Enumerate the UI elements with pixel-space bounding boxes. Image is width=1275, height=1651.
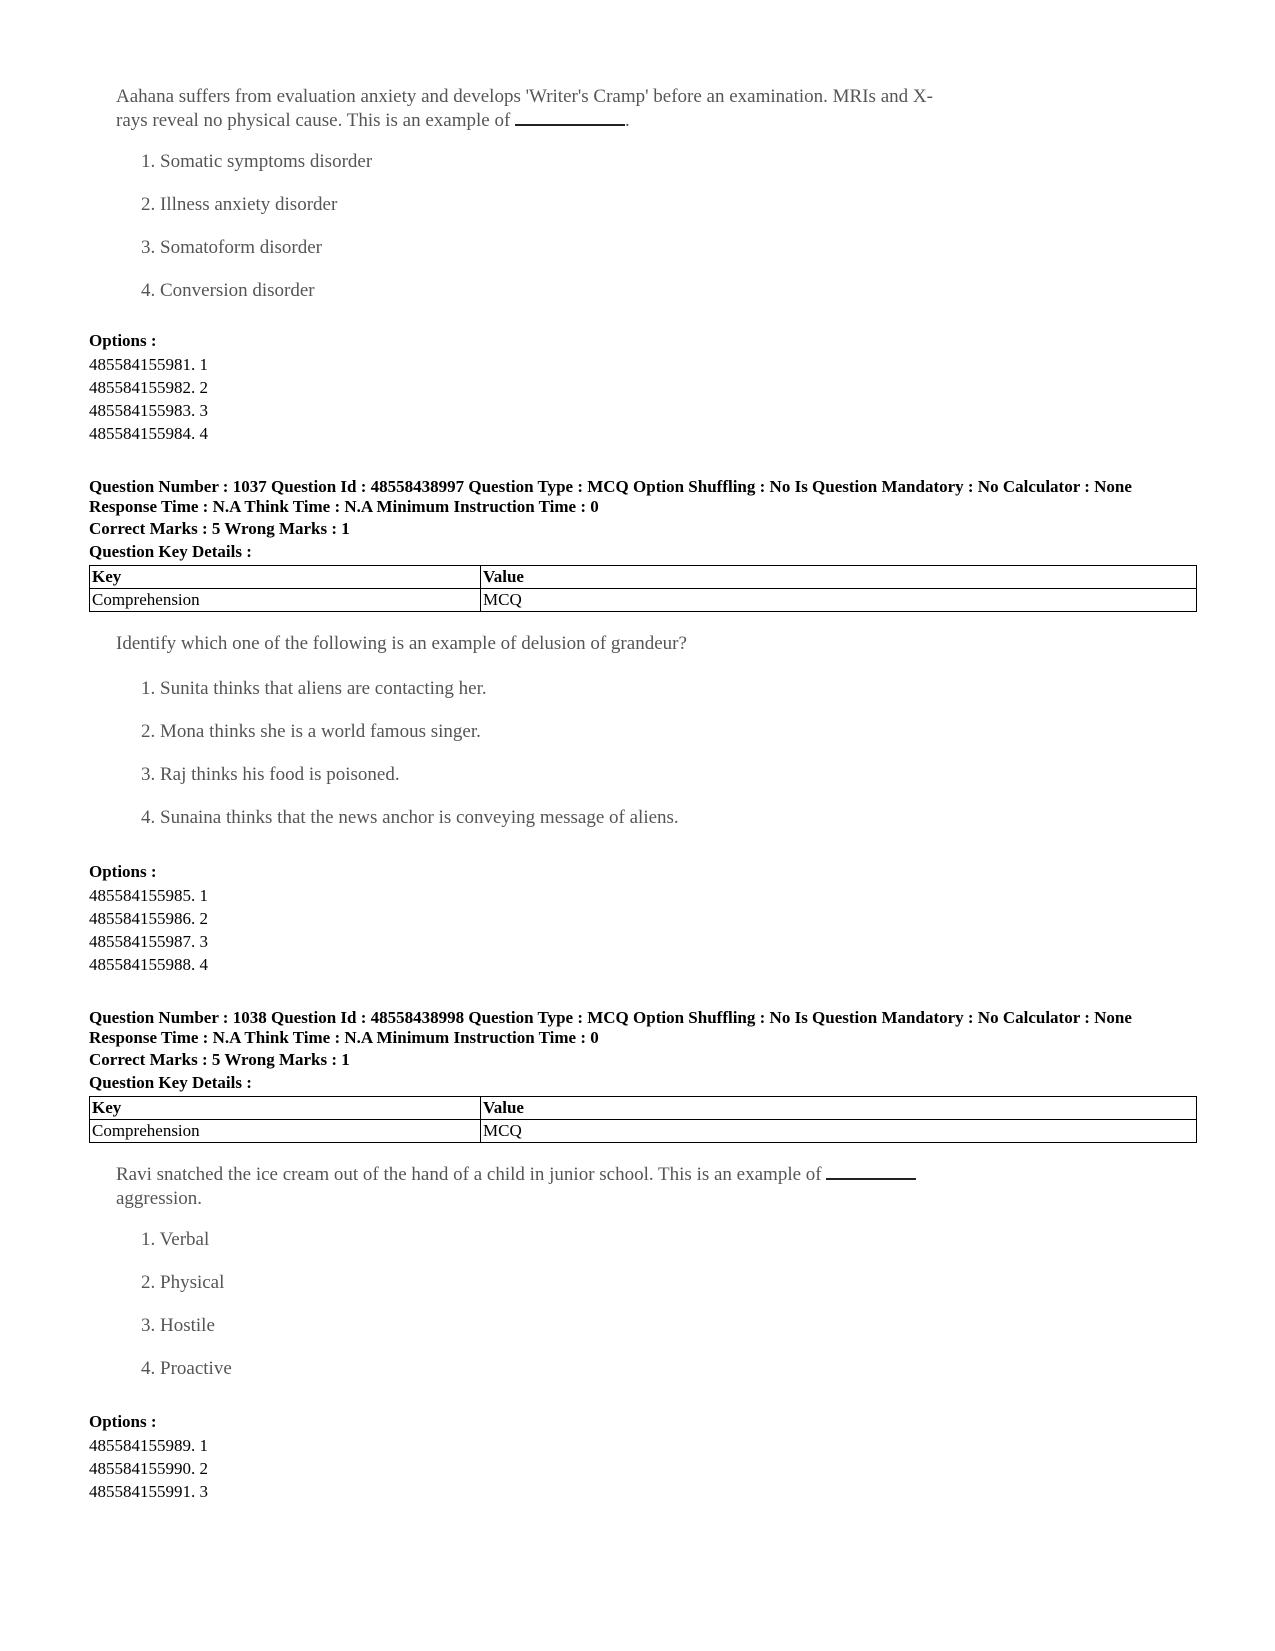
table-header-cell: Key (90, 1097, 481, 1120)
choice-item: 3. Hostile (141, 1315, 215, 1336)
option-id: 485584155987. 3 (89, 932, 208, 951)
question-meta: Question Number : 1038 Question Id : 48558438998 Question Type : MCQ Option Shuffling : No Is Question Mandatory : No Calculator : None Response Time : N.A Think Time : N.A Minimum Instruction Time : 0 (89, 1008, 1132, 1047)
table-header-cell: Value (481, 1097, 1197, 1120)
choice-item: 4. Proactive (141, 1358, 232, 1379)
choice-item: 3. Somatoform disorder (141, 237, 323, 258)
choice-item: 4. Sunaina thinks that the news anchor is conveying message of aliens. (141, 807, 679, 828)
question-meta: Question Number : 1037 Question Id : 48558438997 Question Type : MCQ Option Shuffling : No Is Question Mandatory : No Calculator : None Response Time : N.A Think Time : N.A Minimum Instruction Time : 0 (89, 477, 1132, 516)
stem-line: Ravi snatched the ice cream out of the hand of a child in junior school. This is an example of (116, 1164, 822, 1185)
question-stem: Aahana suffers from evaluation anxiety and develops 'Writer's Cramp' before an examination. MRIs and X- rays reveal no physical cause. This is an example of . (116, 86, 933, 131)
table-header-cell: Key (90, 566, 481, 589)
table-row (90, 589, 1197, 612)
option-id: 485584155981. 1 (89, 355, 208, 374)
choice-item: 1. Verbal (141, 1229, 210, 1250)
marks-label: Correct Marks : 5 Wrong Marks : 1 (89, 1050, 350, 1069)
table-row (90, 1120, 1197, 1143)
question-stem (116, 1163, 996, 1211)
table-cell: MCQ (481, 1120, 1197, 1143)
choice-item: 2. Illness anxiety disorder (141, 194, 338, 215)
option-id: 485584155989. 1 (89, 1436, 208, 1455)
stem-line: aggression. (116, 1188, 203, 1209)
stem-line: Aahana suffers from evaluation anxiety and develops 'Writer's Cramp' before an examination. MRIs and X- (116, 86, 933, 107)
key-details-label: Question Key Details : (89, 1073, 252, 1092)
options-label: Options : (89, 1412, 157, 1431)
option-id: 485584155991. 3 (89, 1482, 208, 1501)
table-cell: Comprehension (90, 589, 481, 612)
table-header-row (90, 566, 1197, 589)
choice-item: 1. Somatic symptoms disorder (141, 151, 373, 172)
stem-line: rays reveal no physical cause. This is an example of (116, 110, 511, 131)
table-cell: Comprehension (90, 1120, 481, 1143)
key-details-table (89, 1096, 1197, 1143)
choice-item: 2. Physical (141, 1272, 225, 1293)
option-id: 485584155990. 2 (89, 1459, 208, 1478)
table-header-row (90, 1097, 1197, 1120)
option-id: 485584155988. 4 (89, 955, 208, 974)
options-label: Options : (89, 331, 157, 350)
key-details-table (89, 565, 1197, 612)
choice-item: 3. Raj thinks his food is poisoned. (141, 764, 400, 785)
table-cell: MCQ (481, 589, 1197, 612)
marks-label: Correct Marks : 5 Wrong Marks : 1 (89, 519, 350, 538)
question-stem: Identify which one of the following is an example of delusion of grandeur? (116, 633, 687, 654)
table-header-cell: Value (481, 566, 1197, 589)
answer-blank (515, 110, 625, 126)
answer-blank (826, 1164, 916, 1180)
option-id: 485584155982. 2 (89, 378, 208, 397)
option-id: 485584155984. 4 (89, 424, 208, 443)
option-id: 485584155985. 1 (89, 886, 208, 905)
choice-item: 4. Conversion disorder (141, 280, 315, 301)
choice-item: 2. Mona thinks she is a world famous singer. (141, 721, 481, 742)
options-label: Options : (89, 862, 157, 881)
option-id: 485584155986. 2 (89, 909, 208, 928)
choice-item: 1. Sunita thinks that aliens are contacting her. (141, 678, 487, 699)
key-details-label: Question Key Details : (89, 542, 252, 561)
option-id: 485584155983. 3 (89, 401, 208, 420)
